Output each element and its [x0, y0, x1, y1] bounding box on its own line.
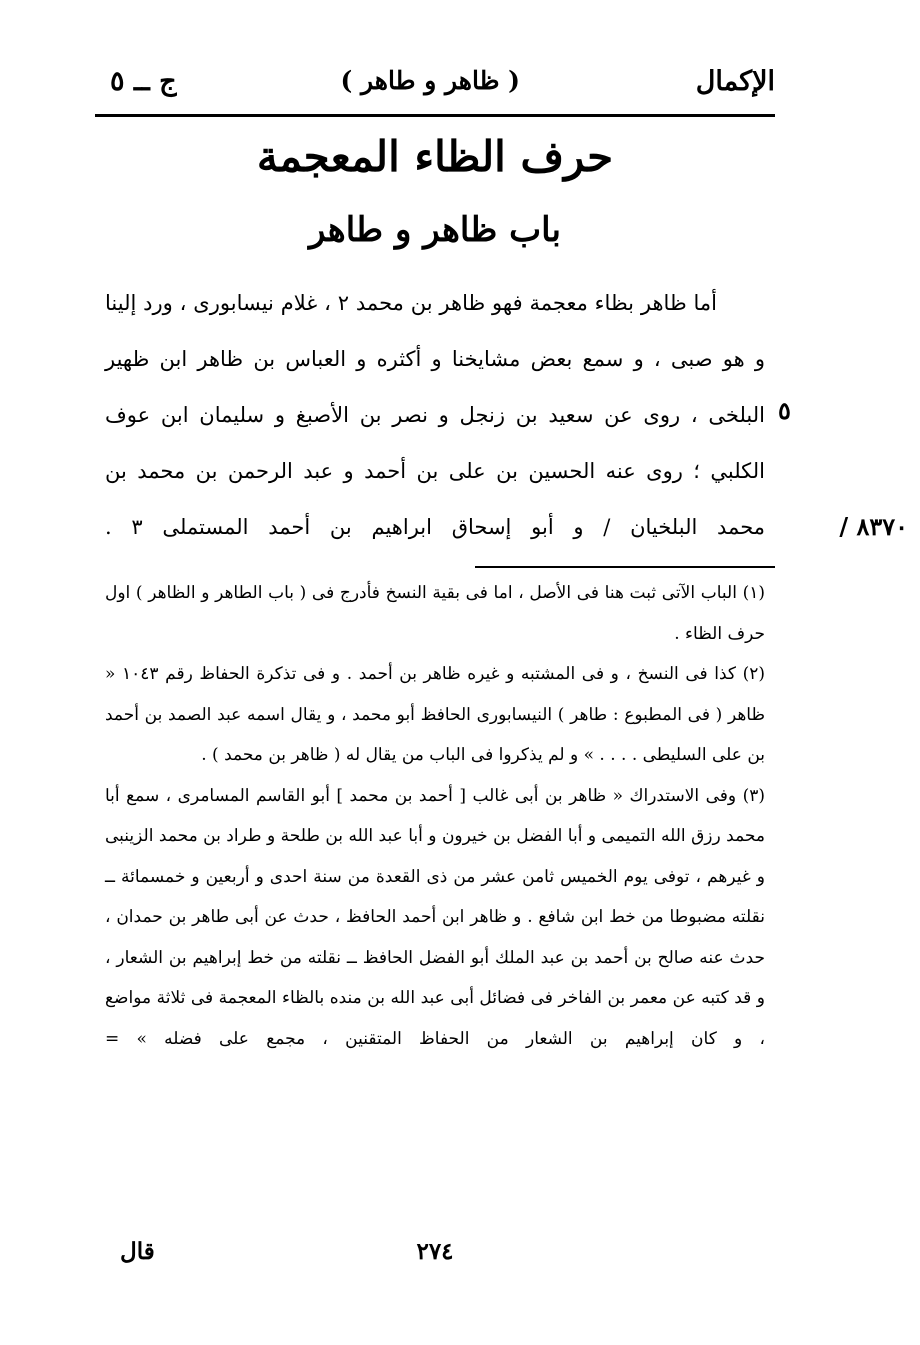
running-header [95, 58, 775, 106]
margin-reference: ٨٣٧٠ / [839, 512, 908, 541]
catchword: قال [120, 1238, 155, 1265]
header-rule [95, 114, 775, 117]
chapter-heading: ( ظاهر و طاهر ) [340, 66, 520, 95]
main-text [105, 275, 765, 555]
section-title: حرف الظاء المعجمة [256, 132, 614, 181]
page-footer [95, 1238, 775, 1278]
chapter-title: باب ظاهر و طاهر [309, 210, 561, 250]
footnote-1: (١) الباب الآتى ثبت هنا فى الأصل ، اما فى بقية النسخ فأدرج فى ( باب الطاهر و الظاهر ) اول حرف الظاء . [105, 583, 765, 644]
volume-number: ج ــ ٥ [110, 66, 177, 97]
book-title: الإكمال [695, 66, 775, 97]
footnotes [105, 573, 765, 1059]
footnote-3: (٣) وفى الاستدراك « ظاهر بن أبى غالب [ أحمد بن محمد ] أبو القاسم المسامرى ، سمع أبا محمد رزق الله التميمى و أبا الفضل بن خيرون و أبا عبد الله بن طلحة و طراد بن محمد الزينبى و غيرهم ، توفى يوم الخميس ثامن عشر من ذى القعدة من سنة احدى و أربعين و خمسمائة ــ نقلته مضبوطا من خط ابن شافع . و ظاهر ابن أحمد الحافظ ، حدث عن أبى طاهر بن حمدان ، حدث عنه صالح بن أحمد بن عبد الملك أبو الفضل الحافظ ــ نقلته من خط إبراهيم بن الشعار ، و قد كتبه عن معمر بن الفاخر فى فضائل أبى عبد الله بن منده بالظاء المعجمة فى ثلاثة مواضع ، و كان إبراهيم بن الشعار من الحفاظ المتقنين ، مجمع على فضله » = [105, 785, 765, 1049]
footnote-rule [475, 566, 775, 568]
main-paragraph: أما ظاهر بظاء معجمة فهو ظاهر بن محمد ٢ ، غلام نيسابورى ، ورد إلينا و هو صبى ، و سمع بعض مشايخنا و أكثره و العباس بن ظاهر ابن ظهير البلخى ، روى عن سعيد بن زنجل و نصر بن الأصبغ و سليمان ابن عوف الكلبي ؛ روى عنه الحسين بن على بن أحمد و عبد الرحمن بن محمد بن محمد البلخيان / و أبو إسحاق ابراهيم بن أحمد المستملى ٣ . [105, 291, 766, 539]
line-number: ٥ [778, 396, 791, 425]
footnote-2: (٢) كذا فى النسخ ، و فى المشتبه و غيره ظاهر بن أحمد . و فى تذكرة الحفاظ رقم ١٠٤٣ « ظاهر ( فى المطبوع : طاهر ) النيسابورى الحافظ أبو محمد ، و يقال اسمه عبد الصمد بن أحمد بن على السليطى . . . . » و لم يذكروا فى الباب من يقال له ( ظاهر بن محمد ) . [105, 664, 765, 765]
page-number: ٢٧٤ [416, 1238, 454, 1265]
